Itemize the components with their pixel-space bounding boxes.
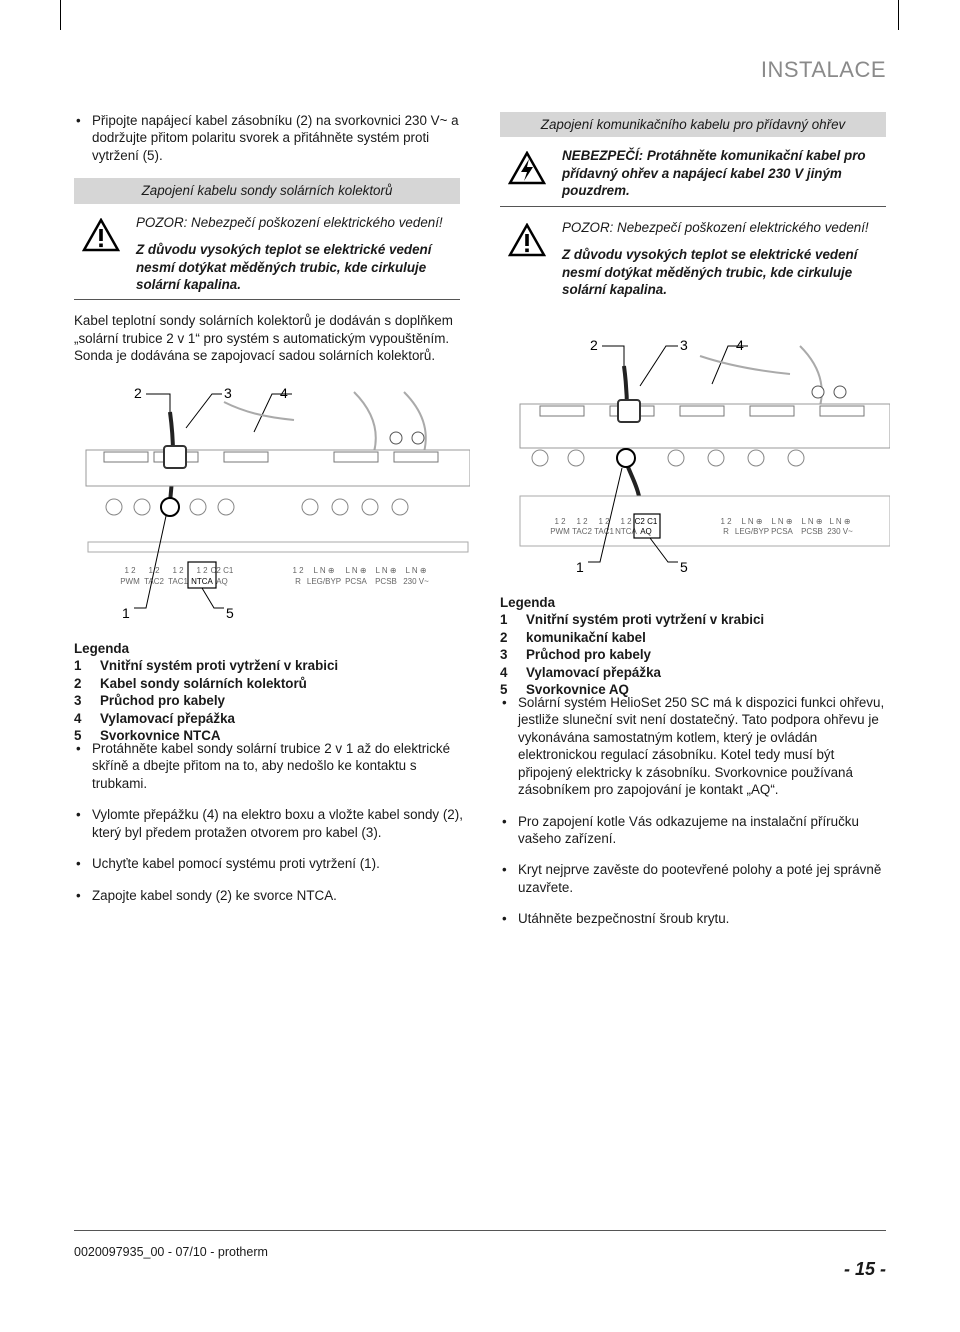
legend-item: 2 Kabel sondy solárních kolektorů: [74, 675, 307, 691]
callout-label-3: 3: [224, 385, 232, 401]
callout-label-2: 2: [590, 337, 598, 353]
terminal-label-tac2: TAC2: [144, 577, 164, 586]
instruction-bullet: • Pro zapojení kotle Vás odkazujeme na instalační příručku vašeho zařízení.: [500, 813, 890, 848]
terminal-num-ntca: 1 2: [620, 517, 632, 526]
legend-item: 1 Vnitřní systém proti vytržení v krabici: [74, 658, 339, 674]
terminal-label-pcsb: PCSB: [801, 527, 823, 536]
terminal-num-aq: C2 C1: [210, 566, 234, 575]
terminal-num-pcsb: L N ⊕: [801, 517, 823, 526]
legend-left: [74, 640, 454, 745]
terminal-num-leg-byp: L N ⊕: [313, 566, 335, 575]
sensor-paragraph: Kabel teplotní sondy solárních kolektorů je dodáván s doplňkem „solární trubice 2 v 1“ pro systém s automatickým vypouštěním. Sonda je dodávána se zapojovací sadou solárních kolektorů.: [74, 313, 453, 364]
warning-block-left: [74, 214, 460, 301]
instructions-left: [74, 740, 464, 918]
wiring-diagram-right: [500, 326, 890, 582]
legend-item: 4 Vylamovací přepážka: [500, 664, 661, 680]
instruction-bullet: • Utáhněte bezpečnostní šroub krytu.: [500, 910, 890, 927]
terminal-num-pwm: 1 2: [124, 566, 136, 575]
page-header-title: INSTALACE: [760, 57, 886, 82]
terminal-label-tac1: TAC1: [168, 577, 188, 586]
instructions-right: [500, 694, 890, 942]
legend-item: 1 Vnitřní systém proti vytržení v krabici: [500, 612, 765, 628]
warning-text: Z důvodu vysokých teplot se elektrické vedení nesmí dotýkat měděných trubic, kde cirkuluje solární kapalina.: [562, 247, 858, 297]
legend-title: Legenda: [74, 641, 130, 656]
instruction-bullet: • Zapojte kabel sondy (2) ke svorce NTCA.: [74, 887, 464, 904]
warning-text: Z důvodu vysokých teplot se elektrické vedení nesmí dotýkat měděných trubic, kde cirkuluje solární kapalina.: [136, 242, 432, 292]
instruction-bullet: • Vylomte přepážku (4) na elektro boxu a vložte kabel sondy (2), který byl předem protažen otvorem pro kabel (3).: [74, 806, 464, 841]
terminal-num-230v: L N ⊕: [829, 517, 851, 526]
terminal-label-230v: 230 V~: [403, 577, 429, 586]
callout-label-4: 4: [280, 385, 288, 401]
terminal-label-pwm: PWM: [550, 527, 570, 536]
instruction-bullet: • Protáhněte kabel sondy solární trubice 2 v 1 až do elektrické skříně a dbejte přitom na to, aby nedošlo ke kontaktu s trubkami.: [74, 740, 464, 792]
legend-item: 5 Svorkovnice AQ: [500, 682, 629, 698]
footer-divider: [74, 1230, 886, 1231]
warning-triangle-icon: [508, 223, 546, 257]
terminal-label-pcsb: PCSB: [375, 577, 397, 586]
wiring-diagram-left: [74, 372, 470, 632]
terminal-num-ntca: 1 2: [196, 566, 208, 575]
terminal-label-tac2: TAC2: [572, 527, 592, 536]
warning-triangle-icon: [82, 218, 120, 252]
terminal-num-pcsb: L N ⊕: [375, 566, 397, 575]
terminal-label-pcsa: PCSA: [771, 527, 793, 536]
legend-item: 2 komunikační kabel: [500, 629, 646, 645]
terminal-label-ntca: NTCA: [191, 577, 213, 586]
terminal-label-230v: 230 V~: [827, 527, 853, 536]
terminal-label-r: R: [723, 527, 729, 536]
terminal-num-tac2: 1 2: [576, 517, 588, 526]
instruction-bullet: • Uchyťte kabel pomocí systému proti vytržení (1).: [74, 855, 464, 872]
terminal-label-leg-byp: LEG/BYP: [734, 527, 770, 536]
terminal-num-pcsa: L N ⊕: [345, 566, 367, 575]
callout-label-5: 5: [680, 559, 688, 575]
legend-item: 4 Vylamovací přepážka: [74, 710, 235, 726]
terminal-num-230v: L N ⊕: [405, 566, 427, 575]
instruction-bullet: • Kryt nejprve zavěste do pootevřené polohy a poté jej správně uzavřete.: [500, 861, 890, 896]
left-column: [74, 112, 460, 365]
warning-block-right: [500, 219, 886, 305]
terminal-num-tac1: 1 2: [172, 566, 184, 575]
terminal-num-pcsa: L N ⊕: [771, 517, 793, 526]
callout-label-3: 3: [680, 337, 688, 353]
legend-item: 3 Průchod pro kabely: [74, 693, 226, 709]
terminal-num-pwm: 1 2: [554, 517, 566, 526]
intro-bullet: • Připojte napájecí kabel zásobníku (2) na svorkovnici 230 V~ a dodržujte přitom polaritu svorek a přitáhněte systém proti vytržení (5).: [74, 112, 460, 164]
crop-mark-left: [60, 0, 61, 30]
danger-text: NEBEZPEČÍ: Protáhněte komunikační kabel pro přídavný ohřev a napájecí kabel 230 V jiným pouzdrem.: [562, 148, 866, 199]
page-number: - 15 -: [843, 1259, 886, 1279]
danger-block: [500, 147, 886, 206]
terminal-label-pcsa: PCSA: [345, 577, 367, 586]
warning-title: POZOR: Nebezpečí poškození elektrického vedení!: [136, 214, 443, 230]
section-title-solar-sensor: Zapojení kabelu sondy solárních kolektorů: [74, 178, 460, 203]
terminal-label-aq: AQ: [216, 577, 228, 586]
terminal-label-aq: AQ: [640, 527, 652, 536]
electric-hazard-icon: [508, 151, 546, 185]
terminal-num-leg-byp: L N ⊕: [741, 517, 763, 526]
terminal-label-r: R: [295, 577, 301, 586]
terminal-label-leg-byp: LEG/BYP: [306, 577, 342, 586]
right-column: [500, 112, 886, 316]
callout-label-2: 2: [134, 385, 142, 401]
terminal-label-tac1: TAC1: [594, 527, 614, 536]
terminal-num-r: 1 2: [720, 517, 732, 526]
legend-title: Legenda: [500, 595, 556, 610]
callout-label-5: 5: [226, 605, 234, 621]
legend-item: 5 Svorkovnice NTCA: [74, 728, 221, 744]
terminal-label-ntca: NTCA: [615, 527, 637, 536]
legend-right: [500, 594, 880, 699]
callout-label-1: 1: [122, 605, 130, 621]
terminal-label-pwm: PWM: [120, 577, 140, 586]
terminal-num-tac1: 1 2: [598, 517, 610, 526]
terminal-num-r: 1 2: [292, 566, 304, 575]
section-title-boiler-cable: Zapojení komunikačního kabelu pro přídavný ohřev: [500, 112, 886, 137]
crop-mark-right: [898, 0, 899, 30]
legend-item: 3 Průchod pro kabely: [500, 647, 652, 663]
warning-title: POZOR: Nebezpečí poškození elektrického vedení!: [562, 219, 869, 235]
terminal-num-aq: C2 C1: [634, 517, 658, 526]
instruction-bullet: • Solární systém HelioSet 250 SC má k dispozici funkci ohřevu, jestliže sluneční svit není dostatečný. Tato podpora ohřevu je vykonávána samostatným kotlem, který je ovládán elektronickou regulací zásobníku. Kotel tedy musí být připojený elektricky k zásobníku. Svorkovnice používaná zásobníkem pro zapojování je kontakt „AQ“.: [500, 694, 890, 799]
callout-label-1: 1: [576, 559, 584, 575]
callout-label-4: 4: [736, 337, 744, 353]
terminal-num-tac2: 1 2: [148, 566, 160, 575]
footer-doc-code: 0020097935_00 - 07/10 - protherm: [74, 1245, 268, 1259]
